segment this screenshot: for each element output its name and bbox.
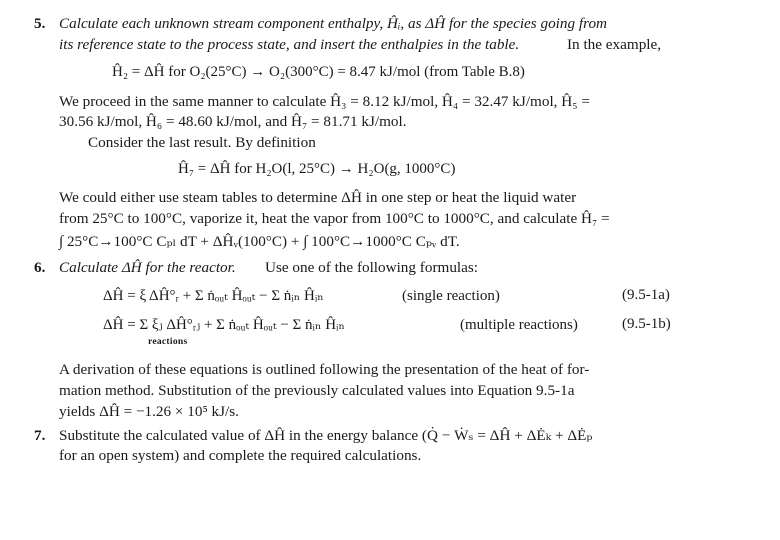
step5-para1-line2: 30.56 kJ/mol, Ĥ₆ = 48.60 kJ/mol, and Ĥ₇ = 81.71 kJ/mol.: [59, 113, 407, 130]
step6-number: 6.: [34, 259, 46, 276]
step5-para1-line1: We proceed in the same manner to calculate Ĥ₃ = 8.12 kJ/mol, Ĥ₄ = 32.47 kJ/mol, Ĥ₅ =: [59, 93, 590, 110]
step5-para2-line2: from 25°C to 100°C, vaporize it, heat the vapor from 100°C to 1000°C, and calculate Ĥ₇ =: [59, 210, 610, 227]
step7-line1: Substitute the calculated value of ΔĤ in the energy balance (Q̇ − Ẇₛ = ΔĤ + ΔĖₖ + ΔĖₚ: [59, 427, 593, 444]
step5-example-intro: In the example,: [567, 36, 662, 53]
step6-para-line2: mation method. Substitution of the previously calculated values into Equation 9.5-1a: [59, 382, 575, 399]
step6-heading-rest: Use one of the following formulas:: [265, 259, 479, 276]
equation-multiple-reactions: ΔĤ = Σ ξⱼ ΔĤ°ᵣⱼ + Σ ṅₒᵤₜ Ĥₒᵤₜ − Σ ṅᵢₙ Ĥᵢₙ: [103, 317, 345, 333]
step7-line2: for an open system) and complete the required calculations.: [59, 447, 422, 464]
step6-heading: Calculate ΔĤ for the reactor.: [59, 259, 236, 276]
step5-para1-line3: Consider the last result. By definition: [88, 134, 316, 151]
equation-tag-9-5-1a: (9.5-1a): [622, 287, 670, 303]
equation-h7: Ĥ₇ = ΔĤ for H₂O(l, 25°C) → H₂O(g, 1000°C): [178, 161, 456, 177]
step5-number: 5.: [34, 15, 46, 32]
equation-multi-note: (multiple reactions): [460, 317, 578, 333]
step5-para2-line3-integrals: ∫ 25°C→100°C Cₚₗ dT + ΔĤᵥ(100°C) + ∫ 100°C→1000°C Cₚᵥ dT.: [59, 233, 460, 250]
equation-tag-9-5-1b: (9.5-1b): [622, 316, 671, 332]
step5-heading: Calculate each unknown stream component enthalpy, Ĥᵢ, as ΔĤ for the species going from: [59, 15, 608, 32]
step5-heading-cont: its reference state to the process state, and insert the enthalpies in the table.: [59, 36, 520, 53]
step6-para-line3: yields ΔĤ = −1.26 × 10⁵ kJ/s.: [59, 403, 239, 420]
step7-number: 7.: [34, 427, 46, 444]
summation-subscript-reactions: reactions: [148, 337, 188, 347]
equation-single-reaction: ΔĤ = ξ ΔĤ°ᵣ + Σ ṅₒᵤₜ Ĥₒᵤₜ − Σ ṅᵢₙ Ĥᵢₙ: [103, 288, 324, 304]
step5-para2-line1: We could either use steam tables to determine ΔĤ in one step or heat the liquid water: [59, 189, 577, 206]
equation-single-note: (single reaction): [402, 288, 500, 304]
step6-para-line1: A derivation of these equations is outlined following the presentation of the heat of for-: [59, 361, 590, 378]
equation-h2: Ĥ₂ = ΔĤ for O₂(25°C) → O₂(300°C) = 8.47 kJ/mol (from Table B.8): [112, 64, 525, 80]
